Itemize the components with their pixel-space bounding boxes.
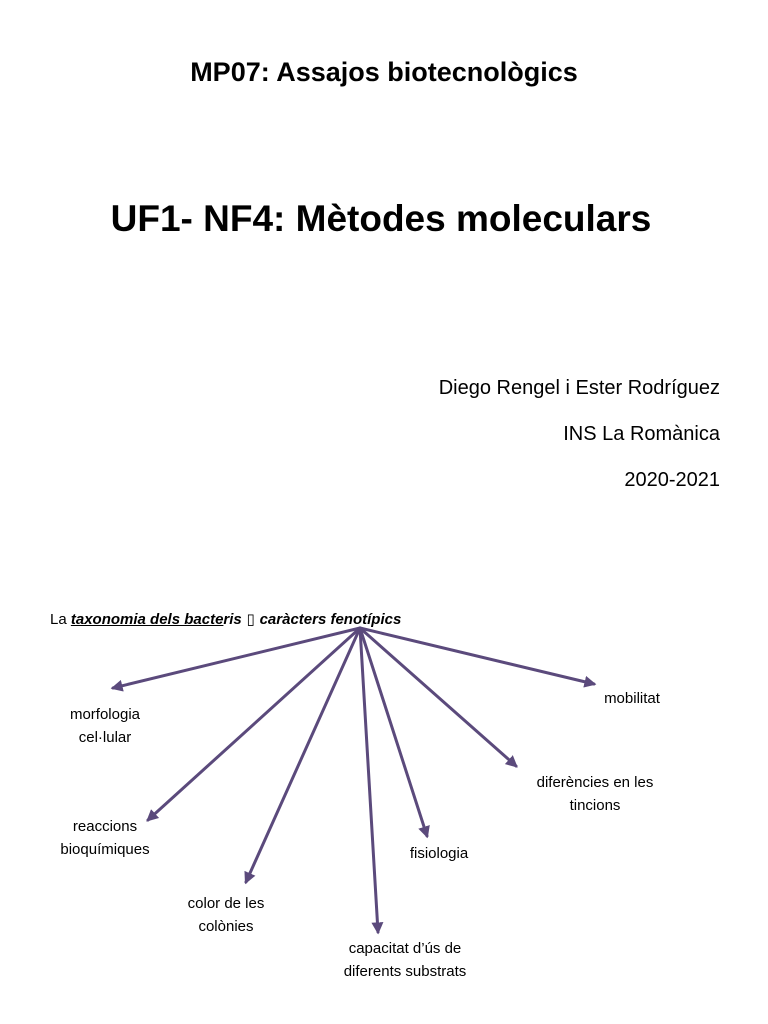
node-physiology-line1: fisiologia	[409, 845, 469, 862]
school-name: INS La Romànica	[563, 423, 720, 445]
node-colony-color-line2: colònies	[198, 918, 254, 935]
arrow-morphology	[113, 628, 360, 688]
node-biochemical	[40, 815, 170, 861]
node-physiology	[389, 842, 489, 865]
intro-prefix: La	[50, 611, 71, 628]
node-colony-color	[160, 892, 292, 938]
intro-term: taxonomia dels bacte	[70, 611, 224, 628]
arrow-colony-color	[246, 628, 360, 882]
node-morphology	[40, 703, 170, 749]
course-title: MP07: Assajos biotecnològics	[190, 57, 578, 87]
academic-year: 2020-2021	[624, 469, 720, 491]
diagram-intro	[50, 609, 401, 630]
node-substrates	[320, 937, 490, 983]
arrow-biochemical	[148, 628, 360, 820]
intro-arrow-icon: ▯	[241, 610, 260, 628]
node-morphology-line1: morfologia	[69, 706, 141, 723]
authors: Diego Rengel i Ester Rodríguez	[438, 377, 720, 399]
node-substrates-line2: diferents substrats	[343, 963, 467, 980]
node-morphology-line2: cel·lular	[78, 729, 132, 746]
node-biochemical-line1: reaccions	[72, 818, 138, 835]
arrow-physiology	[360, 628, 427, 836]
intro-characters: caràcters fenotípics	[259, 611, 402, 628]
arrow-motility	[360, 628, 594, 684]
node-colony-color-line1: color de les	[187, 895, 265, 912]
arrow-staining	[360, 628, 516, 766]
arrow-substrates	[360, 628, 378, 932]
node-biochemical-line2: bioquímiques	[60, 841, 150, 858]
node-staining-line2: tincions	[569, 797, 621, 814]
node-substrates-line1: capacitat d’ús de	[348, 940, 462, 957]
intro-term-rest: ris	[223, 611, 242, 628]
unit-title: UF1- NF4: Mètodes moleculars	[110, 198, 652, 239]
node-staining-line1: diferències en les	[536, 774, 654, 791]
node-motility	[582, 687, 682, 710]
node-staining	[515, 771, 675, 817]
node-motility-line1: mobilitat	[604, 690, 660, 707]
